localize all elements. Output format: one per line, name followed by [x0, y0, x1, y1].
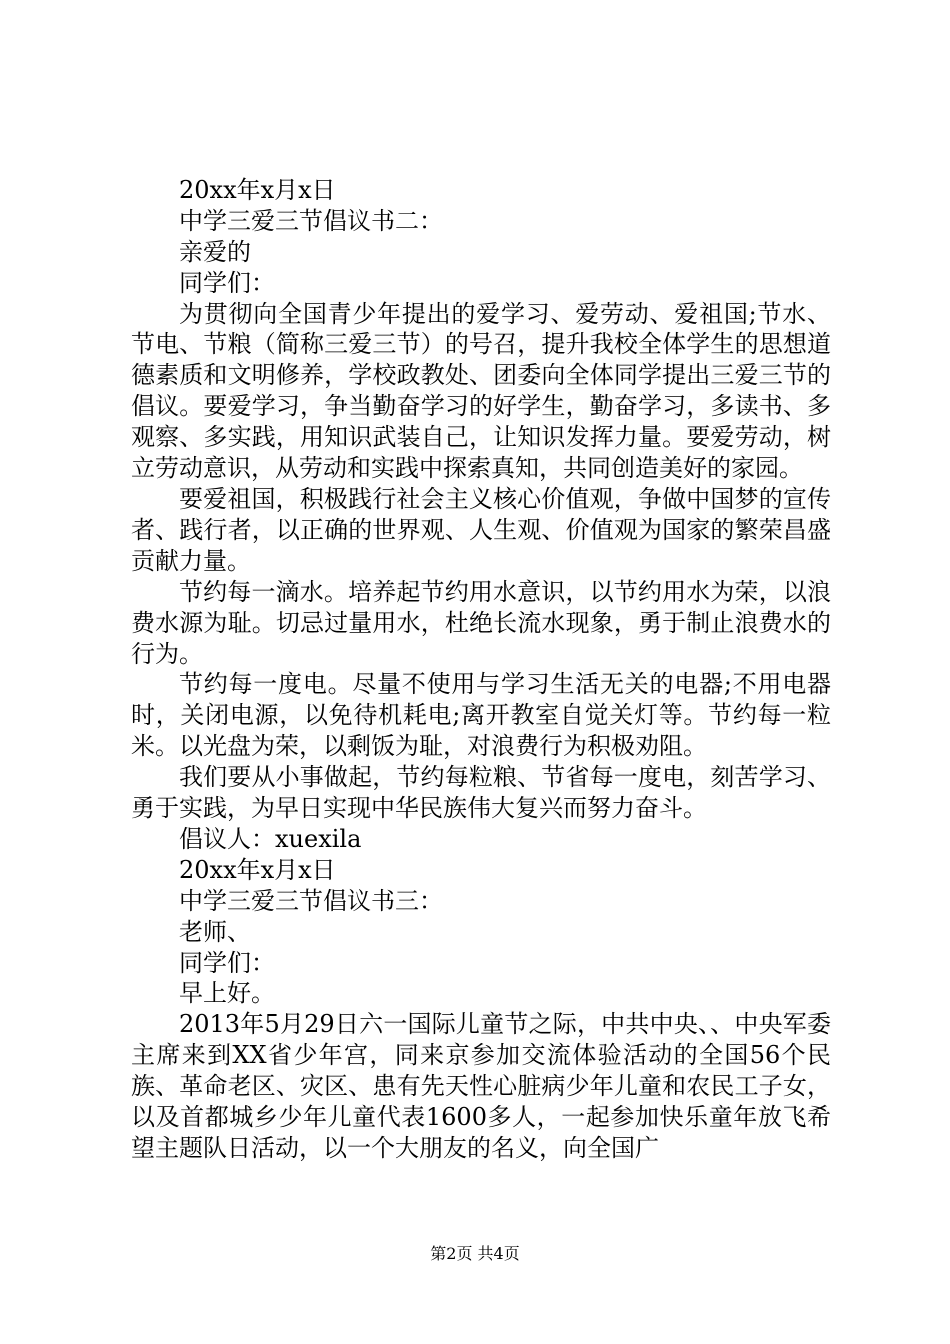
paragraph: 节约每一度电。尽量不使用与学习生活无关的电器;不用电器时，关闭电源，以免待机耗电;离开教室自觉关灯等。节约每一粒米。以光盘为荣，以剩饭为耻，对浪费行为积极劝阻。 — [131, 670, 831, 761]
text-line: 同学们： — [179, 268, 275, 297]
text-line: 早上好。 — [179, 979, 275, 1008]
text-line: 老师、 — [179, 917, 251, 946]
text-line: 20xx年x月x日 — [179, 855, 336, 884]
paragraph: 节约每一滴水。培养起节约用水意识，以节约用水为荣，以浪费水源为耻。切忌过量用水，杜绝长流水现象，勇于制止浪费水的行为。 — [131, 577, 831, 668]
paragraph: 我们要从小事做起，节约每粒粮、节省每一度电，刻苦学习、勇于实践，为早日实现中华民族伟大复兴而努力奋斗。 — [131, 763, 831, 823]
text-line: 中学三爱三节倡议书二： — [179, 206, 443, 235]
document-body — [131, 175, 831, 1164]
text-line: 同学们： — [179, 948, 275, 977]
paragraph: 为贯彻向全国青少年提出的爱学习、爱劳动、爱祖国;节水、节电、节粮（简称三爱三节）的号召，提升我校全体学生的思想道德素质和文明修养，学校政教处、团委向全体同学提出三爱三节的倡议。要爱学习，争当勤奋学习的好学生，勤奋学习，多读书、多观察、多实践，用知识武装自己，让知识发挥力量。要爱劳动，树立劳动意识，从劳动和实践中探索真知，共同创造美好的家园。 — [131, 299, 831, 483]
text-line: 20xx年x月x日 — [179, 176, 336, 204]
text-line: 倡议人：xuexila — [179, 824, 362, 853]
page-footer: 第2页 共4页 — [430, 1244, 520, 1263]
paragraph: 要爱祖国，积极践行社会主义核心价值观，争做中国梦的宣传者、践行者，以正确的世界观、人生观、价值观为国家的繁荣昌盛贡献力量。 — [131, 485, 831, 575]
paragraph: 2013年5月29日六一国际儿童节之际，中共中央、、中央军委主席来到XX省少年宫，同来京参加交流体验活动的全国56个民族、革命老区、灾区、患有先天性心脏病少年儿童和农民工子女，以及首都城乡少年儿童代表1600多人，一起参加快乐童年放飞希望主题队日活动，以一个大朋友的名义，向全国广 — [131, 1010, 831, 1162]
text-line: 中学三爱三节倡议书三： — [179, 886, 443, 915]
text-line: 亲爱的 — [179, 237, 251, 266]
